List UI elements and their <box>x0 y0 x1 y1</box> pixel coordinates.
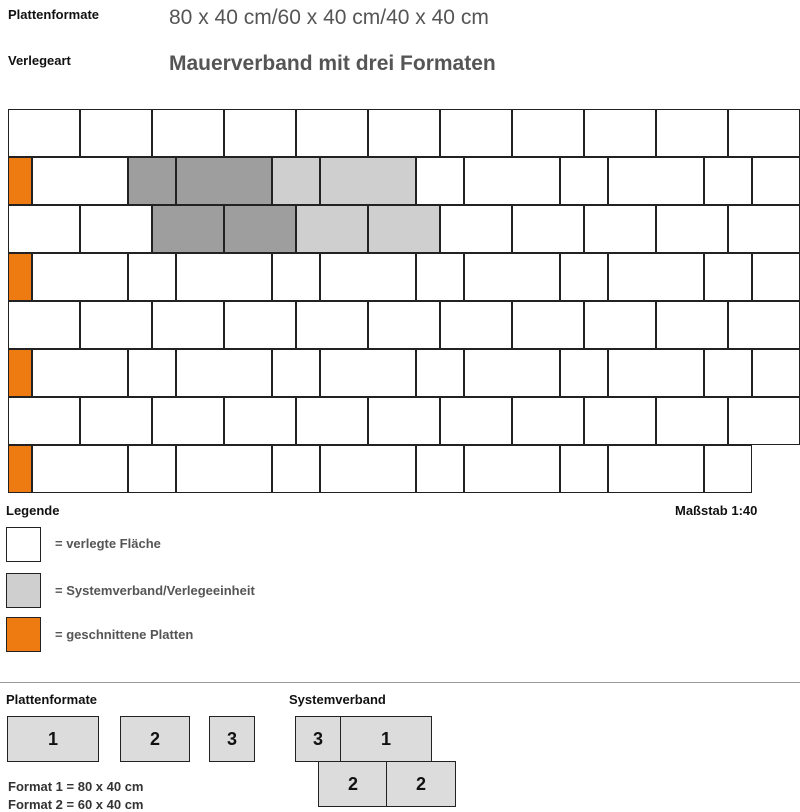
legend-text-laid: = verlegte Fläche <box>55 536 161 551</box>
tile <box>152 301 224 349</box>
tile <box>608 445 704 493</box>
tile <box>8 301 80 349</box>
verlegeart-value: Mauerverband mit drei Formaten <box>169 52 496 75</box>
tile <box>368 397 440 445</box>
tile <box>8 205 80 253</box>
verlegeart-label: Verlegeart <box>8 53 71 68</box>
tile <box>656 109 728 157</box>
tile <box>176 253 272 301</box>
tile <box>320 157 416 205</box>
tile <box>32 349 128 397</box>
tile <box>560 445 608 493</box>
tile <box>32 157 128 205</box>
tile <box>224 205 296 253</box>
tile <box>8 349 32 397</box>
tile <box>152 205 224 253</box>
tile <box>296 205 368 253</box>
tile <box>512 109 584 157</box>
tile <box>752 253 800 301</box>
system-box-3: 3 <box>295 716 341 762</box>
legend-text-cut: = geschnittene Platten <box>55 627 194 642</box>
tile <box>560 253 608 301</box>
legend-swatch-laid <box>6 527 41 562</box>
tile <box>704 157 752 205</box>
tile <box>416 253 464 301</box>
legend-swatch-system <box>6 573 41 608</box>
tile <box>296 301 368 349</box>
tile-pattern-diagram <box>8 109 800 494</box>
tile <box>176 445 272 493</box>
tile <box>80 205 152 253</box>
tile <box>440 397 512 445</box>
tile <box>560 157 608 205</box>
tile <box>752 157 800 205</box>
tile <box>608 349 704 397</box>
tile <box>752 349 800 397</box>
tile <box>272 349 320 397</box>
tile <box>512 397 584 445</box>
tile <box>464 349 560 397</box>
tile <box>272 445 320 493</box>
tile <box>128 253 176 301</box>
tile <box>128 445 176 493</box>
tile <box>464 157 560 205</box>
legend-title: Legende <box>6 503 60 518</box>
tile <box>224 109 296 157</box>
tile <box>728 205 800 253</box>
tile <box>464 253 560 301</box>
tile <box>368 301 440 349</box>
tile <box>584 205 656 253</box>
tile <box>128 349 176 397</box>
tile <box>224 397 296 445</box>
tile <box>656 397 728 445</box>
tile <box>152 397 224 445</box>
tile <box>440 205 512 253</box>
tile <box>512 205 584 253</box>
tile <box>224 301 296 349</box>
tile <box>296 109 368 157</box>
system-box-1: 1 <box>340 716 432 762</box>
formats-title: Plattenformate <box>6 692 98 707</box>
tile <box>656 301 728 349</box>
tile <box>80 301 152 349</box>
section-divider <box>0 682 800 683</box>
tile <box>368 205 440 253</box>
format-1-line: Format 1 = 80 x 40 cm <box>8 779 144 794</box>
system-box-2b: 2 <box>386 761 456 807</box>
scale-label: Maßstab 1:40 <box>675 503 758 518</box>
tile <box>728 301 800 349</box>
system-box-2a: 2 <box>318 761 388 807</box>
tile <box>608 157 704 205</box>
format-2-line: Format 2 = 60 x 40 cm <box>8 797 144 812</box>
tile <box>296 397 368 445</box>
tile <box>584 301 656 349</box>
format-3-box: 3 <box>209 716 255 762</box>
format-2-box: 2 <box>120 716 190 762</box>
legend-text-system: = Systemverband/Verlegeeinheit <box>55 583 255 598</box>
tile <box>608 253 704 301</box>
tile <box>320 445 416 493</box>
legend-swatch-cut <box>6 617 41 652</box>
tile <box>8 109 80 157</box>
tile <box>584 397 656 445</box>
tile <box>704 253 752 301</box>
systemverband-title: Systemverband <box>289 692 386 707</box>
tile <box>272 157 320 205</box>
tile <box>416 445 464 493</box>
tile <box>128 157 176 205</box>
tile <box>80 109 152 157</box>
tile <box>416 349 464 397</box>
tile <box>368 109 440 157</box>
tile <box>512 301 584 349</box>
tile <box>656 205 728 253</box>
tile <box>704 349 752 397</box>
tile <box>416 157 464 205</box>
plattenformate-label: Plattenformate <box>8 7 100 22</box>
tile <box>728 109 800 157</box>
tile <box>8 253 32 301</box>
tile <box>8 157 32 205</box>
tile <box>8 445 32 493</box>
plattenformate-value: 80 x 40 cm/60 x 40 cm/40 x 40 cm <box>169 6 489 29</box>
tile <box>728 397 800 445</box>
tile <box>320 253 416 301</box>
tile <box>584 109 656 157</box>
tile <box>704 445 752 493</box>
tile <box>80 397 152 445</box>
tile <box>320 349 416 397</box>
tile <box>440 109 512 157</box>
tile <box>440 301 512 349</box>
tile <box>8 397 80 445</box>
tile <box>176 157 272 205</box>
tile <box>272 253 320 301</box>
format-1-box: 1 <box>7 716 99 762</box>
tile <box>32 445 128 493</box>
tile <box>176 349 272 397</box>
tile <box>464 445 560 493</box>
tile <box>32 253 128 301</box>
tile <box>152 109 224 157</box>
tile <box>560 349 608 397</box>
